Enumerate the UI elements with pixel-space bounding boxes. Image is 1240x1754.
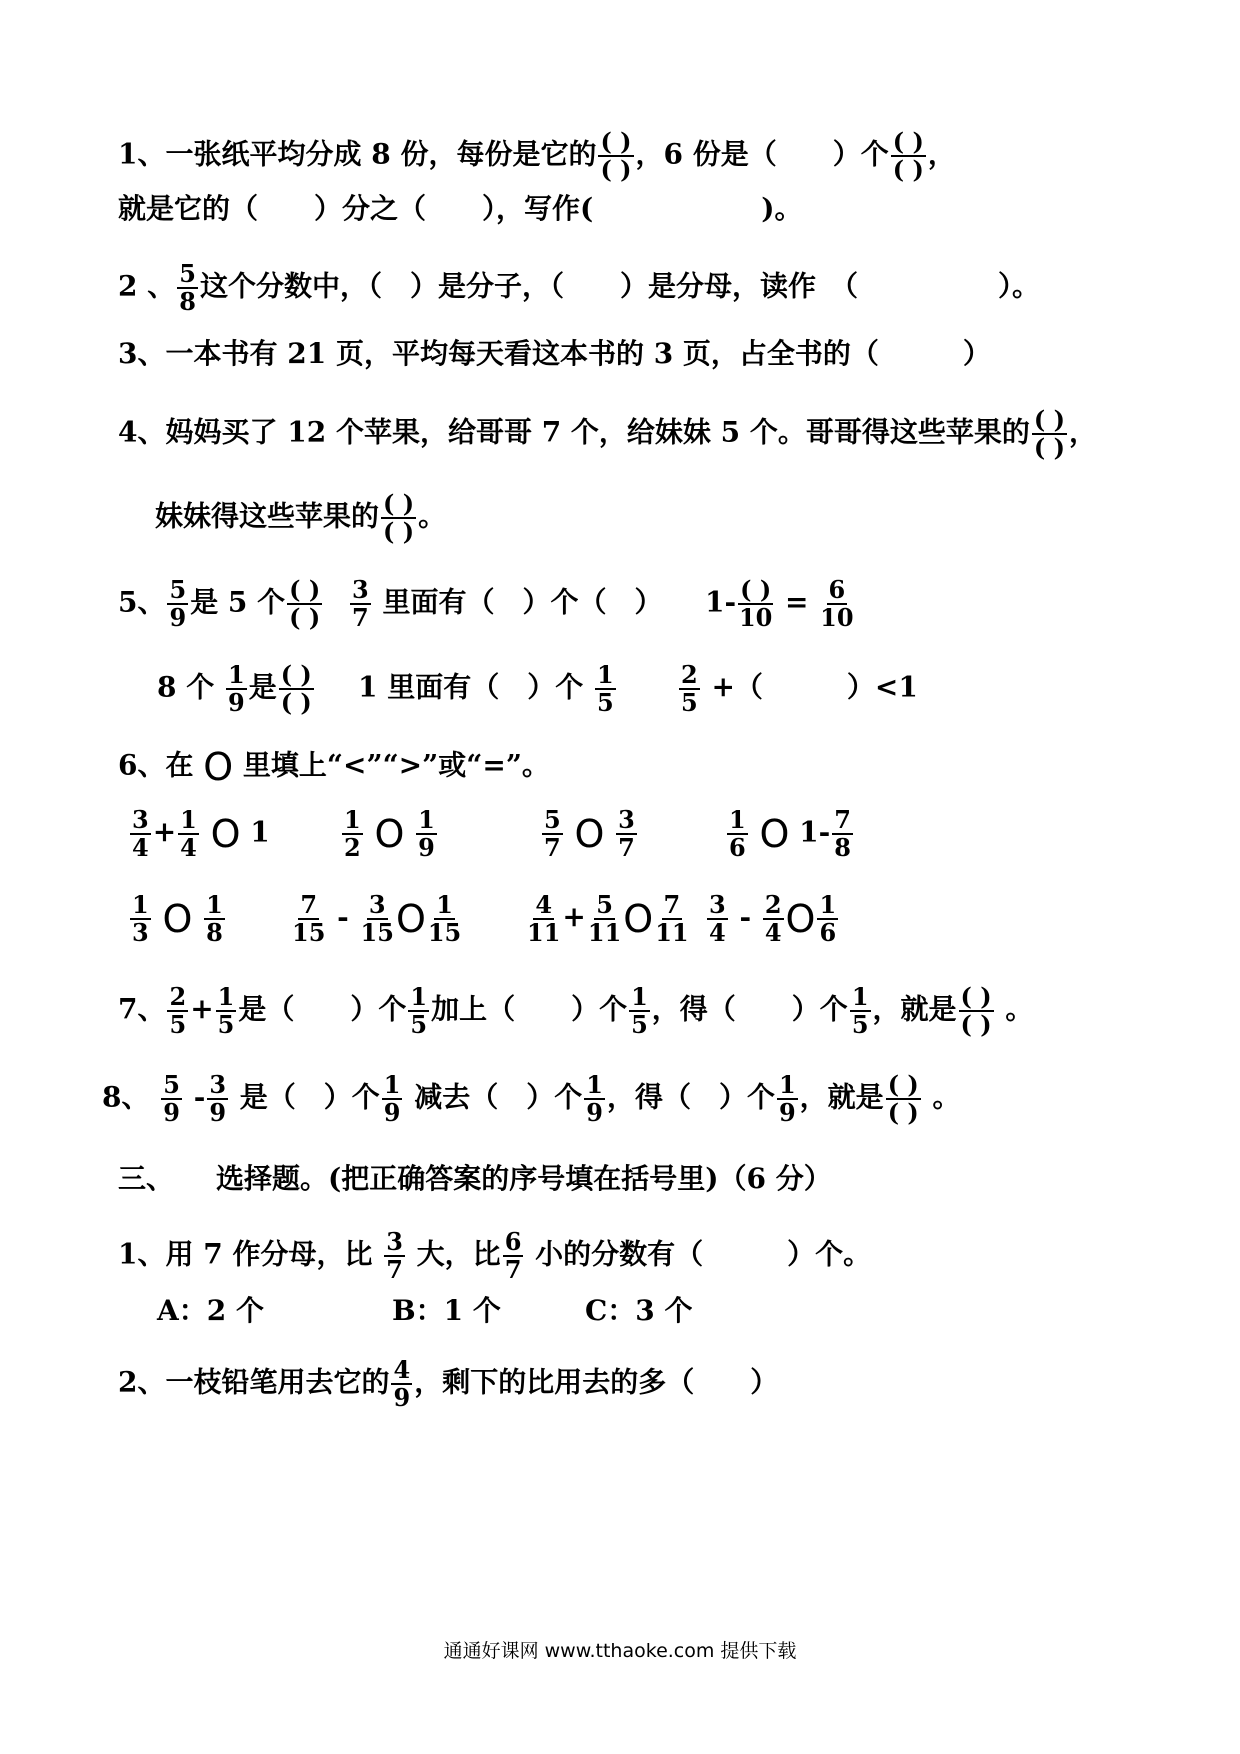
s3q1-a: 1、用 7 作分母，比 bbox=[118, 1237, 373, 1271]
fraction: $\frac{3}{9}$ bbox=[209, 1070, 227, 1127]
q6-title bbox=[118, 745, 550, 789]
compare-circle-icon[interactable]: O bbox=[574, 812, 605, 856]
fraction: $\frac{1}{5}$ bbox=[217, 982, 235, 1039]
fraction: $\frac{3}{4}$ bbox=[709, 890, 726, 947]
compare-circle-icon[interactable]: O bbox=[395, 897, 426, 941]
fraction-blank: $\frac{( )}{( )}$ bbox=[289, 575, 321, 632]
compare-circle-icon[interactable]: O bbox=[785, 897, 816, 941]
s3q2-a: 2、一枝铅笔用去它的 bbox=[118, 1365, 390, 1399]
fraction: $\frac{5}{9}$ bbox=[169, 575, 187, 632]
fraction-blank: $\frac{( )}{( )}$ bbox=[600, 127, 632, 184]
s3q1-line bbox=[118, 1227, 872, 1284]
period: 。 bbox=[932, 1080, 961, 1114]
operator: + bbox=[190, 992, 214, 1026]
fraction-blank: $\frac{( )}{( )}$ bbox=[887, 1070, 919, 1127]
s3q2-b: ，剩下的比用去的多（ ） bbox=[414, 1365, 779, 1399]
q6-item bbox=[128, 805, 270, 862]
s3q2-line bbox=[118, 1355, 779, 1412]
fraction: $\frac{3}{4}$ bbox=[132, 805, 149, 862]
fraction: $\frac{2}{5}$ bbox=[169, 982, 187, 1039]
comma: ， bbox=[927, 137, 956, 171]
q5-d-pre: 8 个 bbox=[157, 670, 215, 704]
q5-row2-b bbox=[358, 660, 618, 717]
operator: + bbox=[562, 900, 586, 934]
compare-circle-icon[interactable]: O bbox=[623, 897, 654, 941]
fraction: $\frac{5}{9}$ bbox=[163, 1070, 180, 1127]
q4-line2 bbox=[155, 489, 447, 546]
q4-text-a: 4、妈妈买了 12 个苹果，给哥哥 7 个，给妹妹 5 个。哥哥得这些苹果的 bbox=[118, 415, 1030, 449]
q8-t2: 减去（ ）个 bbox=[414, 1080, 583, 1114]
fraction: $\frac{1}{2}$ bbox=[344, 805, 361, 862]
footer-credit: 通通好课网 www.tthaoke.com 提供下载 bbox=[443, 1640, 797, 1662]
q1-line2 bbox=[118, 192, 803, 225]
fraction: $\frac{1}{9}$ bbox=[586, 1070, 603, 1127]
fraction-blank: $\frac{( )}{( )}$ bbox=[280, 660, 312, 717]
q5-a-text: 是 5 个 bbox=[190, 585, 286, 619]
section3-title-text: 三、 选择题。(把正确答案的序号填在括号里)（6 分） bbox=[118, 1162, 832, 1195]
option-a-text: A：2 个 bbox=[157, 1294, 264, 1327]
q6-item bbox=[290, 890, 463, 947]
q7-t2: 加上（ ）个 bbox=[431, 992, 628, 1026]
q5-row2-a bbox=[157, 660, 316, 717]
fraction: $\frac{1}{3}$ bbox=[132, 890, 149, 947]
q1-line1 bbox=[118, 127, 956, 184]
fraction: $\frac{6}{7}$ bbox=[504, 1227, 522, 1284]
q7-line bbox=[118, 982, 1034, 1039]
q7-label: 7、 bbox=[118, 992, 166, 1026]
operator: + bbox=[152, 815, 177, 849]
q6-item bbox=[725, 805, 855, 862]
operator: - bbox=[337, 900, 349, 934]
fraction: $\frac{1}{15}$ bbox=[427, 890, 462, 947]
q1-text-d: 就是它的（ ）分之（ ），写作( )。 bbox=[118, 192, 803, 225]
fraction-blank: $\frac{( )}{( )}$ bbox=[960, 982, 992, 1039]
q3-text: 3、一本书有 21 页，平均每天看这本书的 3 页，占全书的（ ） bbox=[118, 337, 991, 370]
q1-text-a: 1、一张纸平均分成 8 份，每份是它的 bbox=[118, 137, 597, 171]
fraction: $\frac{4}{9}$ bbox=[393, 1355, 411, 1412]
q6-title-b: 里填上“<”“>”或“=”。 bbox=[242, 748, 550, 782]
q8-t1: 是（ ）个 bbox=[239, 1080, 380, 1114]
section3-title bbox=[118, 1162, 832, 1195]
compare-circle-icon[interactable]: O bbox=[759, 812, 790, 856]
q5-label: 5、 bbox=[118, 585, 166, 619]
fraction: $\frac{3}{7}$ bbox=[352, 575, 369, 632]
fraction: $\frac{3}{15}$ bbox=[360, 890, 394, 947]
fraction: $\frac{1}{6}$ bbox=[729, 805, 746, 862]
s3q1-c: 小的分数有（ ）个。 bbox=[535, 1237, 872, 1271]
q5-e-text: 1 里面有（ ）个 bbox=[358, 670, 584, 704]
number: 1 bbox=[250, 815, 270, 849]
fraction: $\frac{6}{10}$ bbox=[820, 575, 854, 632]
operator: - bbox=[193, 1080, 206, 1114]
fraction: $\frac{2}{4}$ bbox=[764, 890, 782, 947]
fraction-blank: $\frac{( )}{10}$ bbox=[738, 575, 773, 632]
fraction: $\frac{1}{9}$ bbox=[383, 1070, 401, 1127]
fraction: $\frac{5}{8}$ bbox=[179, 259, 196, 316]
option-c-text: C：3 个 bbox=[585, 1294, 693, 1327]
q2-text: 这个分数中，（ ）是分子，（ ）是分母，读作 （ ）。 bbox=[199, 269, 1040, 303]
fraction: $\frac{1}{9}$ bbox=[227, 660, 245, 717]
compare-circle-icon[interactable]: O bbox=[162, 897, 193, 941]
q5-row1-b bbox=[348, 575, 663, 632]
q6-item bbox=[540, 805, 639, 862]
equals: = bbox=[784, 585, 809, 619]
comma: ， bbox=[1068, 415, 1097, 449]
q5-f-text: +（ ）<1 bbox=[711, 670, 918, 704]
q1-text-b: ，6 份是（ ）个 bbox=[635, 137, 889, 171]
q5-row2-c bbox=[677, 660, 918, 717]
q5-b-text: 里面有（ ）个（ ） bbox=[382, 585, 663, 619]
compare-circle-icon[interactable]: O bbox=[210, 812, 241, 856]
q8-line bbox=[102, 1070, 961, 1127]
fraction: $\frac{1}{8}$ bbox=[206, 890, 223, 947]
fraction: $\frac{1}{9}$ bbox=[418, 805, 435, 862]
s3q1-b: 大，比 bbox=[416, 1237, 501, 1271]
q5-row1 bbox=[118, 575, 324, 632]
q6-item bbox=[340, 805, 439, 862]
q6-item bbox=[128, 890, 227, 947]
compare-circle-icon[interactable]: O bbox=[374, 812, 405, 856]
fraction: $\frac{7}{15}$ bbox=[292, 890, 326, 947]
fraction: $\frac{1}{5}$ bbox=[596, 660, 614, 717]
fraction-blank: $\frac{( )}{( )}$ bbox=[1033, 405, 1065, 462]
fraction: $\frac{3}{7}$ bbox=[618, 805, 635, 862]
operator: - bbox=[739, 900, 752, 934]
option-b[interactable] bbox=[392, 1294, 501, 1327]
fraction: $\frac{1}{9}$ bbox=[778, 1070, 796, 1127]
q3-line bbox=[118, 337, 991, 370]
q2-label: 2 、 bbox=[118, 269, 176, 303]
fraction-blank: $\frac{( )}{( )}$ bbox=[892, 127, 924, 184]
fraction-blank: $\frac{( )}{( )}$ bbox=[383, 489, 415, 546]
prefix: 1- bbox=[799, 815, 831, 849]
option-c[interactable] bbox=[585, 1294, 693, 1327]
fraction: $\frac{1}{5}$ bbox=[410, 982, 428, 1039]
q6-title-a: 6、在 bbox=[118, 748, 194, 782]
q5-row1-c bbox=[705, 575, 856, 632]
fraction: $\frac{4}{11}$ bbox=[527, 890, 561, 947]
fraction: $\frac{1}{5}$ bbox=[851, 982, 869, 1039]
q6-item bbox=[705, 890, 840, 947]
fraction: $\frac{7}{11}$ bbox=[655, 890, 689, 947]
q8-label: 8、 bbox=[102, 1080, 150, 1114]
fraction: $\frac{1}{6}$ bbox=[819, 890, 837, 947]
q2-line bbox=[118, 259, 1040, 316]
fraction: $\frac{1}{5}$ bbox=[631, 982, 648, 1039]
q5-d-text: 是 bbox=[248, 670, 277, 704]
q8-t4: ，就是 bbox=[799, 1080, 884, 1114]
fraction: $\frac{3}{7}$ bbox=[386, 1227, 403, 1284]
fraction: $\frac{5}{7}$ bbox=[544, 805, 561, 862]
q7-t3: ，得（ ）个 bbox=[651, 992, 848, 1026]
q7-t1: 是（ ）个 bbox=[238, 992, 407, 1026]
q6-item bbox=[525, 890, 691, 947]
q7-t4: ，就是 bbox=[872, 992, 957, 1026]
fraction: $\frac{5}{11}$ bbox=[587, 890, 622, 947]
option-b-text: B：1 个 bbox=[392, 1294, 501, 1327]
q4-text-c: 妹妹得这些苹果的 bbox=[155, 499, 380, 533]
fraction: $\frac{7}{8}$ bbox=[834, 805, 851, 862]
fraction: $\frac{1}{4}$ bbox=[180, 805, 197, 862]
q4-line1 bbox=[118, 405, 1097, 462]
compare-circle-icon: O bbox=[203, 745, 234, 789]
period: 。 bbox=[418, 499, 447, 533]
fraction: $\frac{2}{5}$ bbox=[681, 660, 698, 717]
q5-c-pre: 1- bbox=[705, 585, 737, 619]
period: 。 bbox=[1005, 992, 1034, 1026]
option-a[interactable] bbox=[157, 1294, 264, 1327]
q8-t3: ，得（ ）个 bbox=[606, 1080, 775, 1114]
